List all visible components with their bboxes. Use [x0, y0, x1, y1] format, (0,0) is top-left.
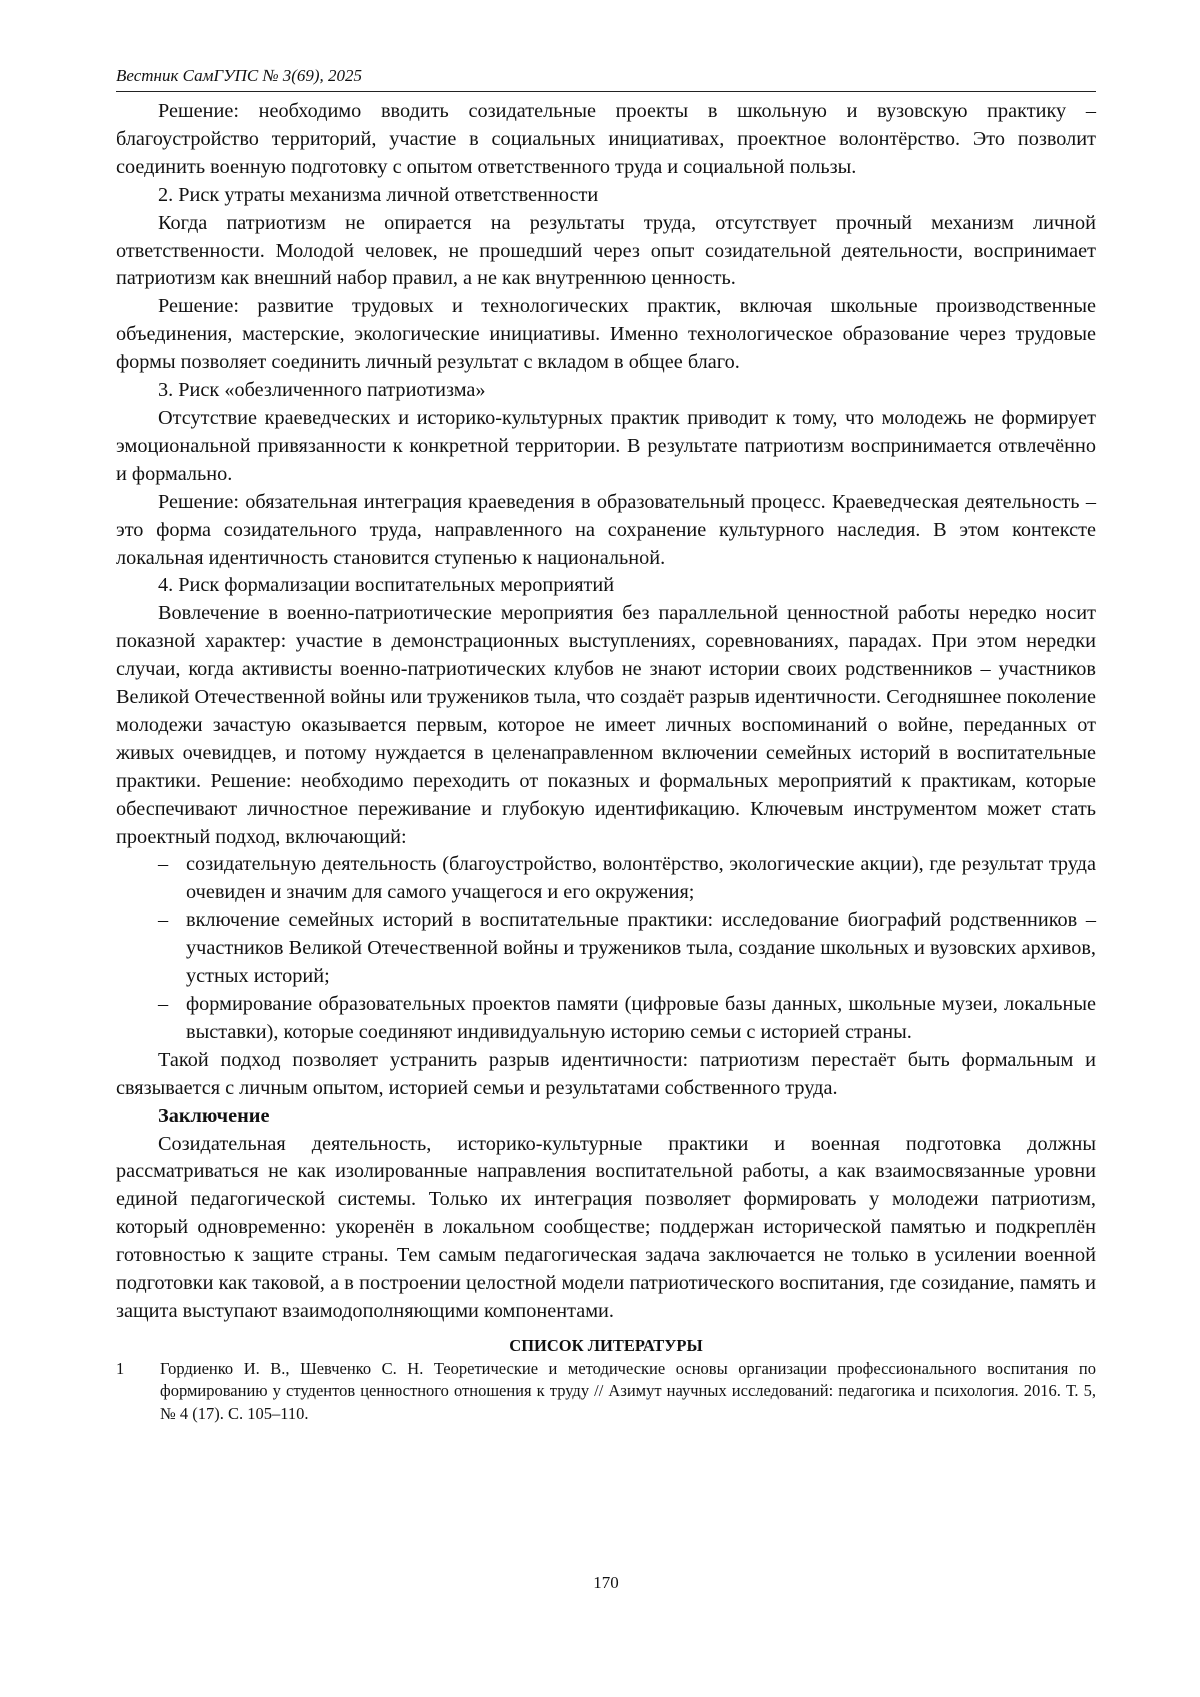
- section-heading: 3. Риск «обезличенного патриотизма»: [158, 379, 486, 402]
- list-item: – формирование образовательных проектов памяти (цифровые базы данных, школьные музеи, локальные выставки), которые соединяют индивидуальную историю семьи с историей страны.: [186, 991, 1096, 1047]
- page: [116, 66, 1096, 1666]
- section-heading: 4. Риск формализации воспитательных мероприятий: [158, 574, 615, 597]
- paragraph: Когда патриотизм не опирается на результаты труда, отсутствует прочный механизм личной ответственности. Молодой человек, не прошедший через опыт созидательной деятельности, воспринимает патриотизм как внешний набор правил, а не как внутреннюю ценность.: [116, 211, 1096, 290]
- bullet-list: [116, 851, 1096, 1046]
- paragraph: Решение: развитие трудовых и технологических практик, включая школьные производственные объединения, мастерские, экологические инициативы. Именно технологическое образование через трудовые формы позволяет соединить личный результат с вкладом в общее благо.: [116, 295, 1096, 374]
- paragraph: Решение: необходимо вводить созидательные проекты в школьную и вузовскую практику – благоустройство территорий, участие в социальных инициативах, проектное волонтёрство. Это позволит соединить военную подготовку с опытом ответственного труда и социальной пользы.: [116, 100, 1096, 178]
- paragraph: Решение: обязательная интеграция краеведения в образовательный процесс. Краеведческая деятельность – это форма созидательного труда, направленного на сохранение культурного наследия. В этом контексте локальная идентичность становится ступенью к национальной.: [116, 490, 1096, 569]
- paragraph: Такой подход позволяет устранить разрыв идентичности: патриотизм перестаёт быть формальным и связывается с личным опытом, историей семьи и результатами собственного труда.: [116, 1048, 1096, 1099]
- running-header: Вестник СамГУПС № 3(69), 2025: [116, 66, 1096, 92]
- article-body: [116, 98, 1096, 1326]
- section-heading: 2. Риск утраты механизма личной ответственности: [158, 183, 599, 206]
- reference-item: [116, 1358, 1096, 1425]
- references-title: СПИСОК ЛИТЕРАТУРЫ: [509, 1335, 703, 1355]
- conclusion-heading: Заключение: [158, 1104, 270, 1127]
- list-item: – созидательную деятельность (благоустройство, волонтёрство, экологические акции), где результат труда очевиден и значим для самого учащегося и его окружения;: [186, 851, 1096, 907]
- page-number: 170: [593, 1573, 619, 1592]
- paragraph: Отсутствие краеведческих и историко-культурных практик приводит к тому, что молодежь не формирует эмоциональной привязанности к конкретной территории. В результате патриотизм воспринимается отвлечённо и формально.: [116, 406, 1096, 485]
- reference-number: 1: [116, 1358, 125, 1378]
- paragraph: Вовлечение в военно-патриотические мероприятия без параллельной ценностной работы нередко носит показной характер: участие в демонстрационных выступлениях, соревнованиях, парадах. При этом нередки случаи, когда активисты военно-патриотических клубов не знают истории своих родственников – участников Великой Отечественной войны или тружеников тыла, что создаёт разрыв идентичности. Сегодняшнее поколение молодежи зачастую оказывается первым, которое не имеет личных воспоминаний о войне, переданных от живых очевидцев, и потому нуждается в целенаправленном включении семейных историй в воспитательные практики. Решение: необходимо переходить от показных и формальных мероприятий к практикам, которые обеспечивают личностное переживание и глубокую идентификацию. Ключевым инструментом может стать проектный подход, включающий:: [116, 602, 1096, 848]
- paragraph: Созидательная деятельность, историко-культурные практики и военная подготовка должны рассматриваться не как изолированные направления воспитательной работы, а как взаимосвязанные уровни единой педагогической системы. Только их интеграция позволяет формировать у молодежи патриотизм, который одновременно: укоренён в локальном сообществе; поддержан исторической памятью и подкреплён готовностью к защите страны. Тем самым педагогическая задача заключается не только в усилении военной подготовки как таковой, а в построении целостной модели патриотического воспитания, где созидание, память и защита выступают взаимодополняющими компонентами.: [116, 1132, 1096, 1322]
- list-item: – включение семейных историй в воспитательные практики: исследование биографий родственников – участников Великой Отечественной войны и тружеников тыла, создание школьных и вузовских архивов, устных историй;: [186, 907, 1096, 991]
- reference-text: Гордиенко И. В., Шевченко С. Н. Теоретические и методические основы организации профессионального воспитания по формированию у студентов ценностного отношения к труду // Азимут научных исследований: педагогика и психология. 2016. Т. 5, № 4 (17). С. 105–110.: [160, 1358, 1096, 1423]
